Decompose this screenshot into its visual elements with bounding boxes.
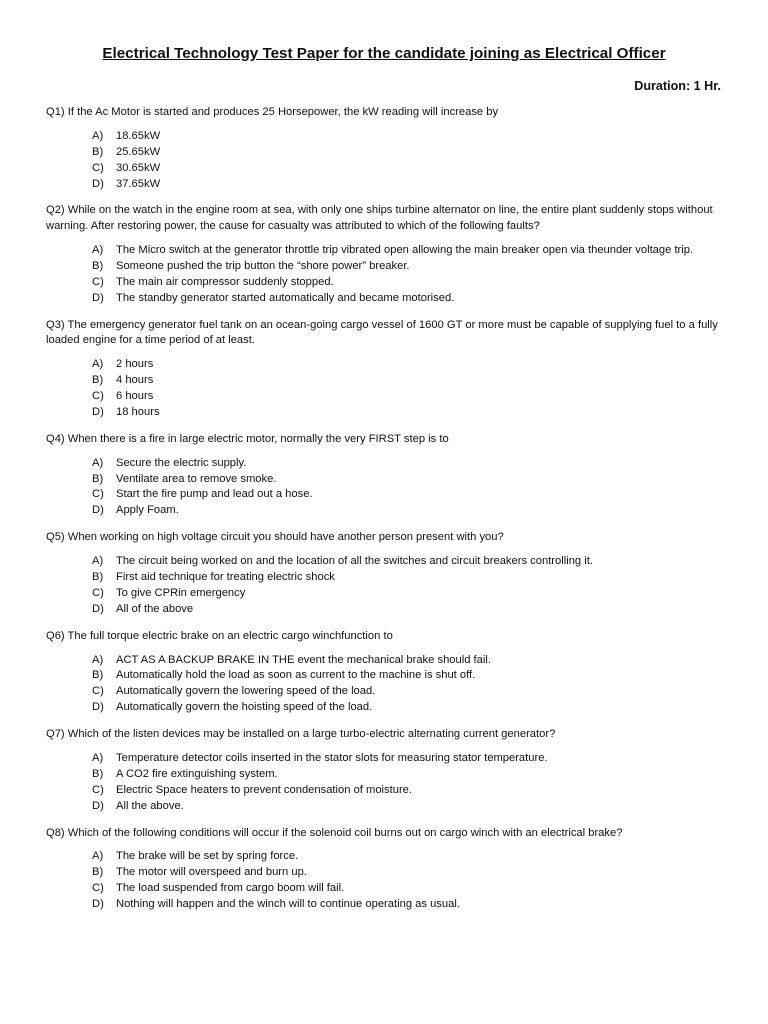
option-c	[46, 275, 722, 291]
option-letter: A)	[92, 244, 104, 257]
option-b	[46, 145, 722, 161]
option-letter: B)	[92, 669, 104, 682]
option-a	[46, 554, 722, 570]
option-text: Temperature detector coils inserted in the stator slots for measuring stator temperature.	[116, 751, 548, 764]
page-title: Electrical Technology Test Paper for the candidate joining as Electrical Officer	[102, 45, 666, 62]
option-letter: B)	[92, 767, 104, 780]
question-text: Q6) The full torque electric brake on an electric cargo winchfunction to	[46, 629, 393, 642]
question-3	[46, 318, 722, 421]
question-text: Q4) When there is a fire in large electric motor, normally the very FIRST step is to	[46, 432, 449, 445]
option-a	[46, 129, 722, 145]
option-letter: B)	[92, 472, 104, 485]
option-letter: B)	[92, 866, 104, 879]
option-a	[46, 653, 722, 669]
option-a	[46, 243, 722, 259]
option-list	[46, 243, 722, 307]
option-text: Ventilate area to remove smoke.	[116, 472, 277, 485]
option-b	[46, 668, 722, 684]
option-text: Someone pushed the trip button the “shore power” breaker.	[116, 259, 410, 272]
option-letter: C)	[92, 390, 104, 403]
option-text: Automatically hold the load as soon as current to the machine is shut off.	[116, 669, 476, 682]
option-letter: D)	[92, 291, 104, 304]
option-letter: D)	[92, 405, 104, 418]
question-1	[46, 105, 722, 192]
option-letter: A)	[92, 555, 104, 568]
option-c	[46, 487, 722, 503]
option-letter: C)	[92, 488, 104, 501]
option-a	[46, 751, 722, 767]
option-c	[46, 586, 722, 602]
option-c	[46, 783, 722, 799]
option-letter: D)	[92, 898, 104, 911]
option-text: Nothing will happen and the winch will to continue operating as usual.	[116, 898, 460, 911]
option-letter: A)	[92, 653, 104, 666]
option-text: A CO2 fire extinguishing system.	[116, 767, 278, 780]
option-d	[46, 291, 722, 307]
option-letter: A)	[92, 751, 104, 764]
option-d	[46, 602, 722, 618]
option-text: The circuit being worked on and the location of all the switches and circuit breakers controlling it.	[116, 555, 593, 568]
option-text: 25.65kW	[116, 145, 161, 158]
option-text: 37.65kW	[116, 177, 161, 190]
option-list	[46, 849, 722, 913]
option-letter: C)	[92, 685, 104, 698]
option-text: 18 hours	[116, 405, 160, 418]
question-text: Q3) The emergency generator fuel tank on an ocean-going cargo vessel of 1600 GT or more must be capable of supplying fuel to a fully loaded engine for a time period of at least.	[46, 318, 718, 347]
option-text: First aid technique for treating electric shock	[116, 570, 335, 583]
option-letter: C)	[92, 882, 104, 895]
option-letter: D)	[92, 177, 104, 190]
option-a	[46, 456, 722, 472]
option-letter: D)	[92, 504, 104, 517]
option-list	[46, 751, 722, 815]
question-7	[46, 727, 722, 814]
option-b	[46, 373, 722, 389]
option-letter: B)	[92, 259, 104, 272]
option-list	[46, 653, 722, 717]
option-c	[46, 684, 722, 700]
option-text: All the above.	[116, 799, 184, 812]
option-letter: A)	[92, 358, 104, 371]
option-letter: A)	[92, 850, 104, 863]
option-list	[46, 357, 722, 421]
option-text: 2 hours	[116, 358, 154, 371]
option-c	[46, 389, 722, 405]
option-a	[46, 357, 722, 373]
option-d	[46, 897, 722, 913]
question-5	[46, 530, 722, 617]
option-list	[46, 456, 722, 520]
option-list	[46, 129, 722, 193]
question-text: Q1) If the Ac Motor is started and produces 25 Horsepower, the kW reading will increase by	[46, 106, 499, 118]
option-d	[46, 177, 722, 193]
option-text: Start the fire pump and lead out a hose.	[116, 488, 313, 501]
option-text: Electric Space heaters to prevent condensation of moisture.	[116, 783, 413, 796]
option-b	[46, 570, 722, 586]
option-d	[46, 799, 722, 815]
option-d	[46, 503, 722, 519]
question-text: Q8) Which of the following conditions will occur if the solenoid coil burns out on cargo winch with an electrical brake?	[46, 826, 623, 839]
option-text: 30.65kW	[116, 161, 161, 174]
option-text: Automatically govern the hoisting speed of the load.	[116, 701, 373, 714]
option-text: The load suspended from cargo boom will fail.	[116, 882, 345, 895]
question-text: Q2) While on the watch in the engine room at sea, with only one ships turbine alternator on line, the entire plant suddenly stops without warning. After restoring power, the cause for casualty was attributed to which of the following faults?	[46, 204, 713, 233]
option-letter: D)	[92, 799, 104, 812]
option-text: 6 hours	[116, 390, 154, 403]
option-letter: C)	[92, 275, 104, 288]
option-list	[46, 554, 722, 618]
question-4	[46, 432, 722, 519]
option-b	[46, 767, 722, 783]
option-letter: C)	[92, 783, 104, 796]
question-6	[46, 629, 722, 716]
option-letter: C)	[92, 161, 104, 174]
option-text: The motor will overspeed and burn up.	[116, 866, 307, 879]
question-2	[46, 203, 722, 306]
option-letter: A)	[92, 129, 104, 142]
option-text: The Micro switch at the generator throttle trip vibrated open allowing the main breaker open via theunder voltage trip.	[116, 244, 694, 257]
option-d	[46, 700, 722, 716]
option-text: Automatically govern the lowering speed of the load.	[116, 685, 376, 698]
option-letter: B)	[92, 374, 104, 387]
option-text: The brake will be set by spring force.	[116, 850, 299, 863]
option-text: 4 hours	[116, 374, 154, 387]
duration-label: Duration: 1 Hr.	[634, 79, 721, 93]
question-text: Q5) When working on high voltage circuit you should have another person present with you?	[46, 531, 504, 544]
option-letter: B)	[92, 570, 104, 583]
option-letter: C)	[92, 586, 104, 599]
option-text: The standby generator started automatically and became motorised.	[116, 291, 455, 304]
option-letter: A)	[92, 456, 104, 469]
option-b	[46, 865, 722, 881]
option-letter: D)	[92, 701, 104, 714]
option-c	[46, 161, 722, 177]
option-b	[46, 472, 722, 488]
question-text: Q7) Which of the listen devices may be installed on a large turbo-electric alternating current generator?	[46, 728, 556, 741]
option-text: All of the above	[116, 602, 194, 615]
option-letter: B)	[92, 145, 104, 158]
option-d	[46, 405, 722, 421]
option-c	[46, 881, 722, 897]
option-a	[46, 849, 722, 865]
option-text: Secure the electric supply.	[116, 456, 247, 469]
option-text: 18.65kW	[116, 129, 161, 142]
option-letter: D)	[92, 602, 104, 615]
option-text: The main air compressor suddenly stopped.	[116, 275, 334, 288]
option-text: Apply Foam.	[116, 504, 179, 517]
question-8	[46, 826, 722, 913]
option-text: To give CPRin emergency	[116, 586, 246, 599]
option-b	[46, 259, 722, 275]
option-text: ACT AS A BACKUP BRAKE IN THE event the mechanical brake should fail.	[116, 653, 491, 666]
